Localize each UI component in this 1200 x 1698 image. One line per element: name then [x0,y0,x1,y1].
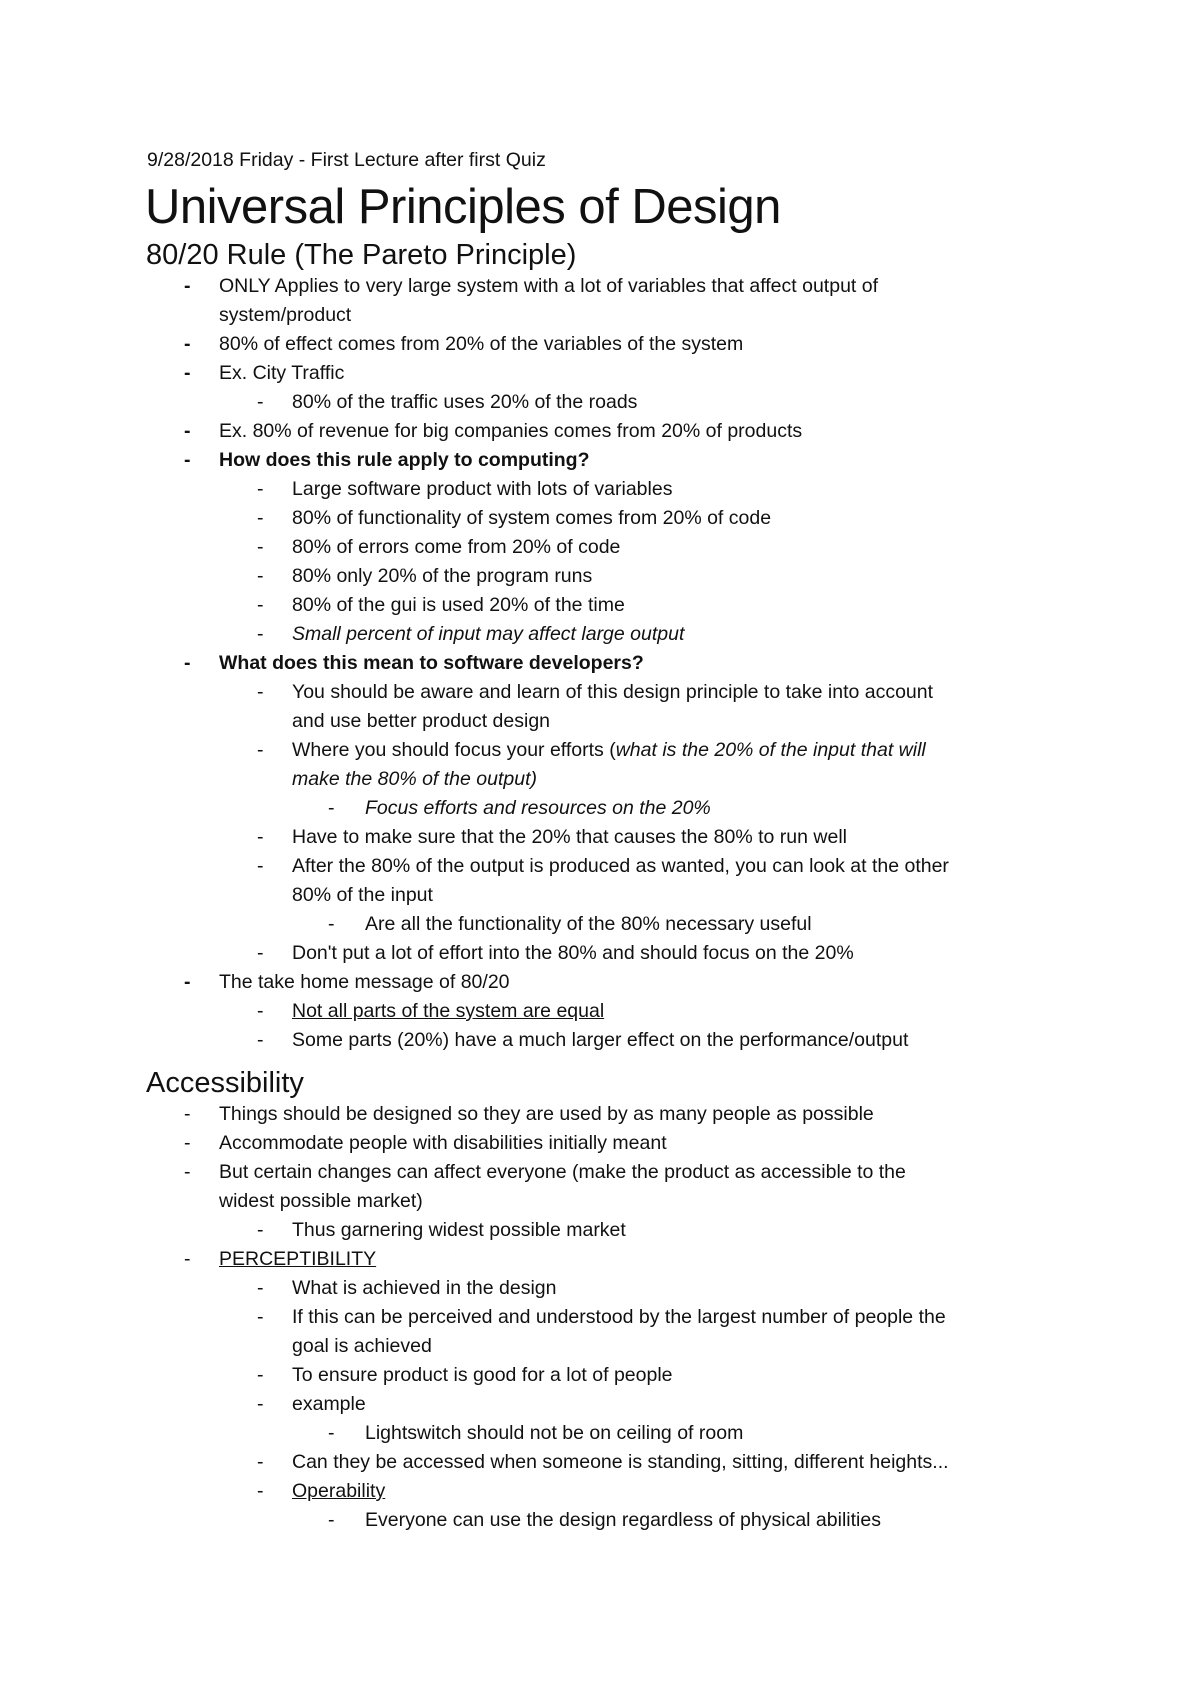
bullet: - [184,652,191,674]
bullet: - [257,507,264,529]
section-heading-accessibility: Accessibility [146,1067,304,1099]
bullet: - [184,362,191,384]
bullet: - [184,1161,191,1183]
list-item: example [292,1393,366,1415]
list-item: system/product [219,304,352,326]
list-item: 80% of errors come from 20% of code [292,536,621,558]
list-item: If this can be perceived and understood by the largest number of people the [292,1306,946,1328]
list-item: and use better product design [292,710,551,732]
list-item: 80% of the input [292,884,433,906]
list-item: Can they be accessed when someone is standing, sitting, different heights... [292,1451,949,1473]
bullet: - [257,565,264,587]
page-title: Universal Principles of Design [145,180,781,234]
bullet: - [184,1103,191,1125]
list-item: Not all parts of the system are equal [292,1000,605,1022]
bullet: - [257,1219,264,1241]
list-item: Are all the functionality of the 80% necessary useful [365,913,812,935]
bullet: - [257,1000,264,1022]
list-item: But certain changes can affect everyone (make the product as accessible to the [219,1161,906,1183]
list-item: Operability [292,1480,386,1502]
list-item: Things should be designed so they are used by as many people as possible [219,1103,874,1125]
bullet: - [184,333,191,355]
list-item: widest possible market) [219,1190,423,1212]
list-item: Some parts (20%) have a much larger effect on the performance/output [292,1029,909,1051]
bullet: - [184,275,191,297]
bullet: - [257,1306,264,1328]
list-item: Don't put a lot of effort into the 80% and should focus on the 20% [292,942,854,964]
bullet: - [328,1509,335,1531]
bullet: - [257,391,264,413]
list-item: Lightswitch should not be on ceiling of room [365,1422,744,1444]
bullet: - [257,1029,264,1051]
bullet: - [257,1393,264,1415]
list-item: goal is achieved [292,1335,432,1357]
bullet: - [328,1422,335,1444]
bullet: - [257,478,264,500]
list-item: 80% of the gui is used 20% of the time [292,594,625,616]
list-item: Everyone can use the design regardless of physical abilities [365,1509,881,1531]
bullet: - [184,1132,191,1154]
list-item: Large software product with lots of variables [292,478,673,500]
list-item-question: How does this rule apply to computing? [219,449,590,471]
list-item-text: Where you should focus your efforts ( [292,739,616,761]
list-item: To ensure product is good for a lot of people [292,1364,673,1386]
bullet: - [257,826,264,848]
bullet: - [184,1248,191,1270]
list-item: Thus garnering widest possible market [292,1219,626,1241]
list-item: 80% only 20% of the program runs [292,565,593,587]
list-item: Focus efforts and resources on the 20% [365,797,711,819]
bullet: - [257,623,264,645]
bullet: - [184,971,191,993]
section-heading-pareto: 80/20 Rule (The Pareto Principle) [146,239,577,271]
bullet: - [184,449,191,471]
bullet: - [328,913,335,935]
date-line: 9/28/2018 Friday - First Lecture after first Quiz [147,149,546,171]
bullet: - [257,1277,264,1299]
list-item: Have to make sure that the 20% that causes the 80% to run well [292,826,847,848]
list-item: What is achieved in the design [292,1277,557,1299]
bullet: - [257,739,264,761]
bullet: - [257,594,264,616]
bullet: - [257,1480,264,1502]
bullet: - [257,1451,264,1473]
list-item: 80% of functionality of system comes from 20% of code [292,507,772,529]
list-item: Ex. City Traffic [219,362,345,384]
list-item: Accommodate people with disabilities initially meant [219,1132,667,1154]
list-item [292,736,926,765]
list-item: make the 80% of the output) [292,768,537,790]
bullet: - [257,536,264,558]
list-item: The take home message of 80/20 [219,971,510,993]
bullet: - [184,420,191,442]
list-item: 80% of the traffic uses 20% of the roads [292,391,638,413]
bullet: - [257,1364,264,1386]
bullet: - [257,855,264,877]
bullet: - [328,797,335,819]
list-item: 80% of effect comes from 20% of the variables of the system [219,333,744,355]
list-item: ONLY Applies to very large system with a lot of variables that affect output of [219,275,879,297]
list-item: Small percent of input may affect large output [292,623,685,645]
list-item-question: What does this mean to software developers? [219,652,644,674]
list-item: After the 80% of the output is produced as wanted, you can look at the other [292,855,949,877]
bullet: - [257,942,264,964]
bullet: - [257,681,264,703]
list-item: You should be aware and learn of this design principle to take into account [292,681,934,703]
list-item-italic: what is the 20% of the input that will [615,739,926,761]
list-item: Ex. 80% of revenue for big companies comes from 20% of products [219,420,803,442]
list-item: PERCEPTIBILITY [219,1248,377,1270]
